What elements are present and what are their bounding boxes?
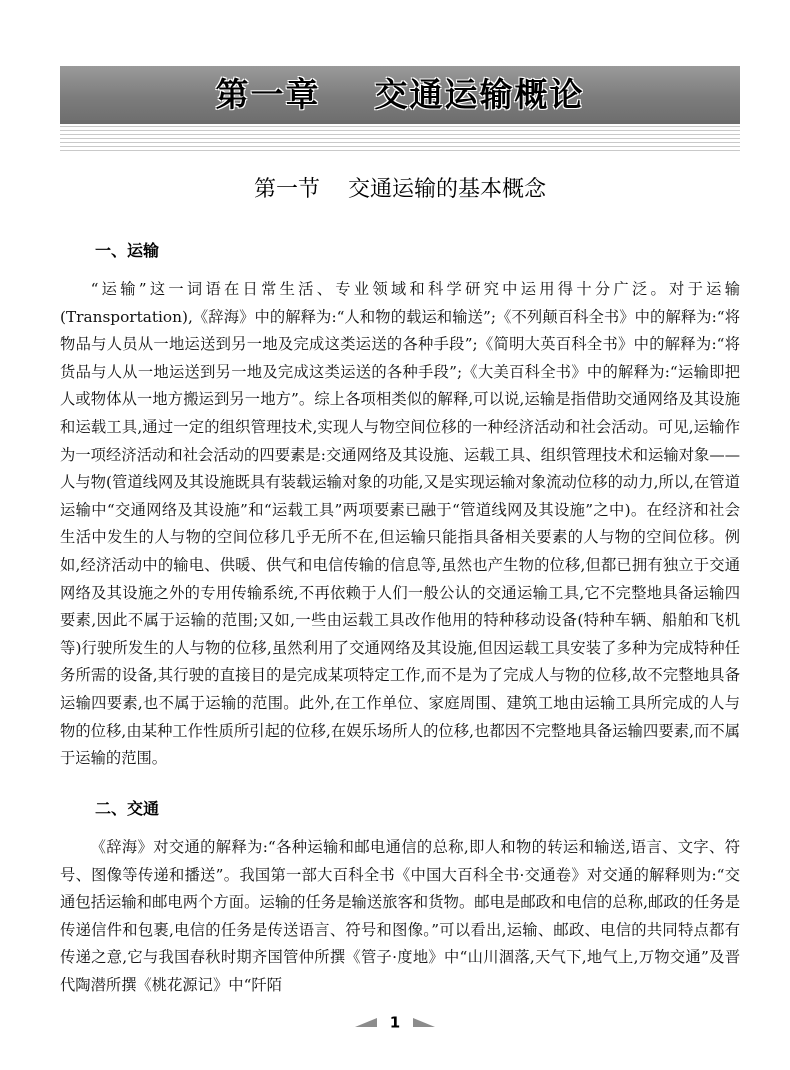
- paragraph-transport: “运输”这一词语在日常生活、专业领域和科学研究中运用得十分广泛。对于运输(Transportation),《辞海》中的解释为:“人和物的载运和输送”;《不列颠百科全书》中的解释为:“将物品与人员从一地运送到另一地及完成这类运送的各种手段”;《简明大英百科全书》中的解释为:“将货品与人从一地运送到另一地及完成这类运送的各种手段”;《大美百科全书》中的解释为:“运输即把人或物体从一地方搬运到另一地方”。综上各项相类似的解释,可以说,运输是指借助交通网络及其设施和运载工具,通过一定的组织管理技术,实现人与物空间位移的一种经济活动和社会活动。可见,运输作为一项经济活动和社会活动的四要素是:交通网络及其设施、运载工具、组织管理技术和运输对象——人与物(管道线网及其设施既具有装载运输对象的功能,又是实现运输对象流动位移的动力,所以,在管道运输中“交通网络及其设施”和“运载工具”两项要素已融于“管道线网及其设施”之中)。在经济和社会生活中发生的人与物的空间位移几乎无所不在,但运输只能指具备相关要素的人与物的空间位移。例如,经济活动中的输电、供暖、供气和电信传输的信息等,虽然也产生物的位移,但都已拥有独立于交通网络及其设施之外的专用传输系统,不再依赖于人们一般公认的交通运输工具,它不完整地具备运输四要素,因此不属于运输的范围;又如,一些由运载工具改作他用的特种移动设备(特种车辆、船舶和飞机等)行驶所发生的人与物的位移,虽然利用了交通网络及其设施,但因运载工具安装了多种为完成特种任务所需的设备,其行驶的直接目的是完成某项特定工作,而不是为了完成人与物的位移,故不完整地具备运输四要素,也不属于运输的范围。此外,在工作单位、家庭周围、建筑工地由运输工具所完成的人与物的位移,由某种工作性质所引起的位移,在娱乐场所人的位移,也都因不完整地具备运输四要素,而不属于运输的范围。: [60, 280, 740, 768]
- page-footer: [0, 1012, 790, 1032]
- chapter-title: 第一章 交通运输概论: [215, 75, 585, 114]
- triangle-left-icon: [355, 1018, 377, 1027]
- section-title: 第一节 交通运输的基本概念: [254, 177, 546, 202]
- subsection-heading-transport: 一、运输: [95, 241, 160, 260]
- paragraph-traffic: 《辞海》对交通的解释为:“各种运输和邮电通信的总称,即人和物的转运和输送,语言、文字、符号、图像等传递和播送”。我国第一部大百科全书《中国大百科全书·交通卷》对交通的解释则为:“交通包括运输和邮电两个方面。运输的任务是输送旅客和货物。邮电是邮政和电信的总称,邮政的任务是传递信件和包裹,电信的任务是传送语言、符号和图像。”可以看出,运输、邮政、电信的共同特点都有传递之意,它与我国春秋时期齐国管仲所撰《管子·度地》中“山川涸落,天气下,地气上,万物交通”及晋代陶潜所撰《桃花源记》中“阡陌: [60, 838, 740, 994]
- banner-rule-lines: [60, 126, 740, 152]
- page-number: 1: [389, 1013, 401, 1032]
- triangle-right-icon: [413, 1018, 435, 1027]
- subsection-heading-traffic: 二、交通: [95, 799, 160, 818]
